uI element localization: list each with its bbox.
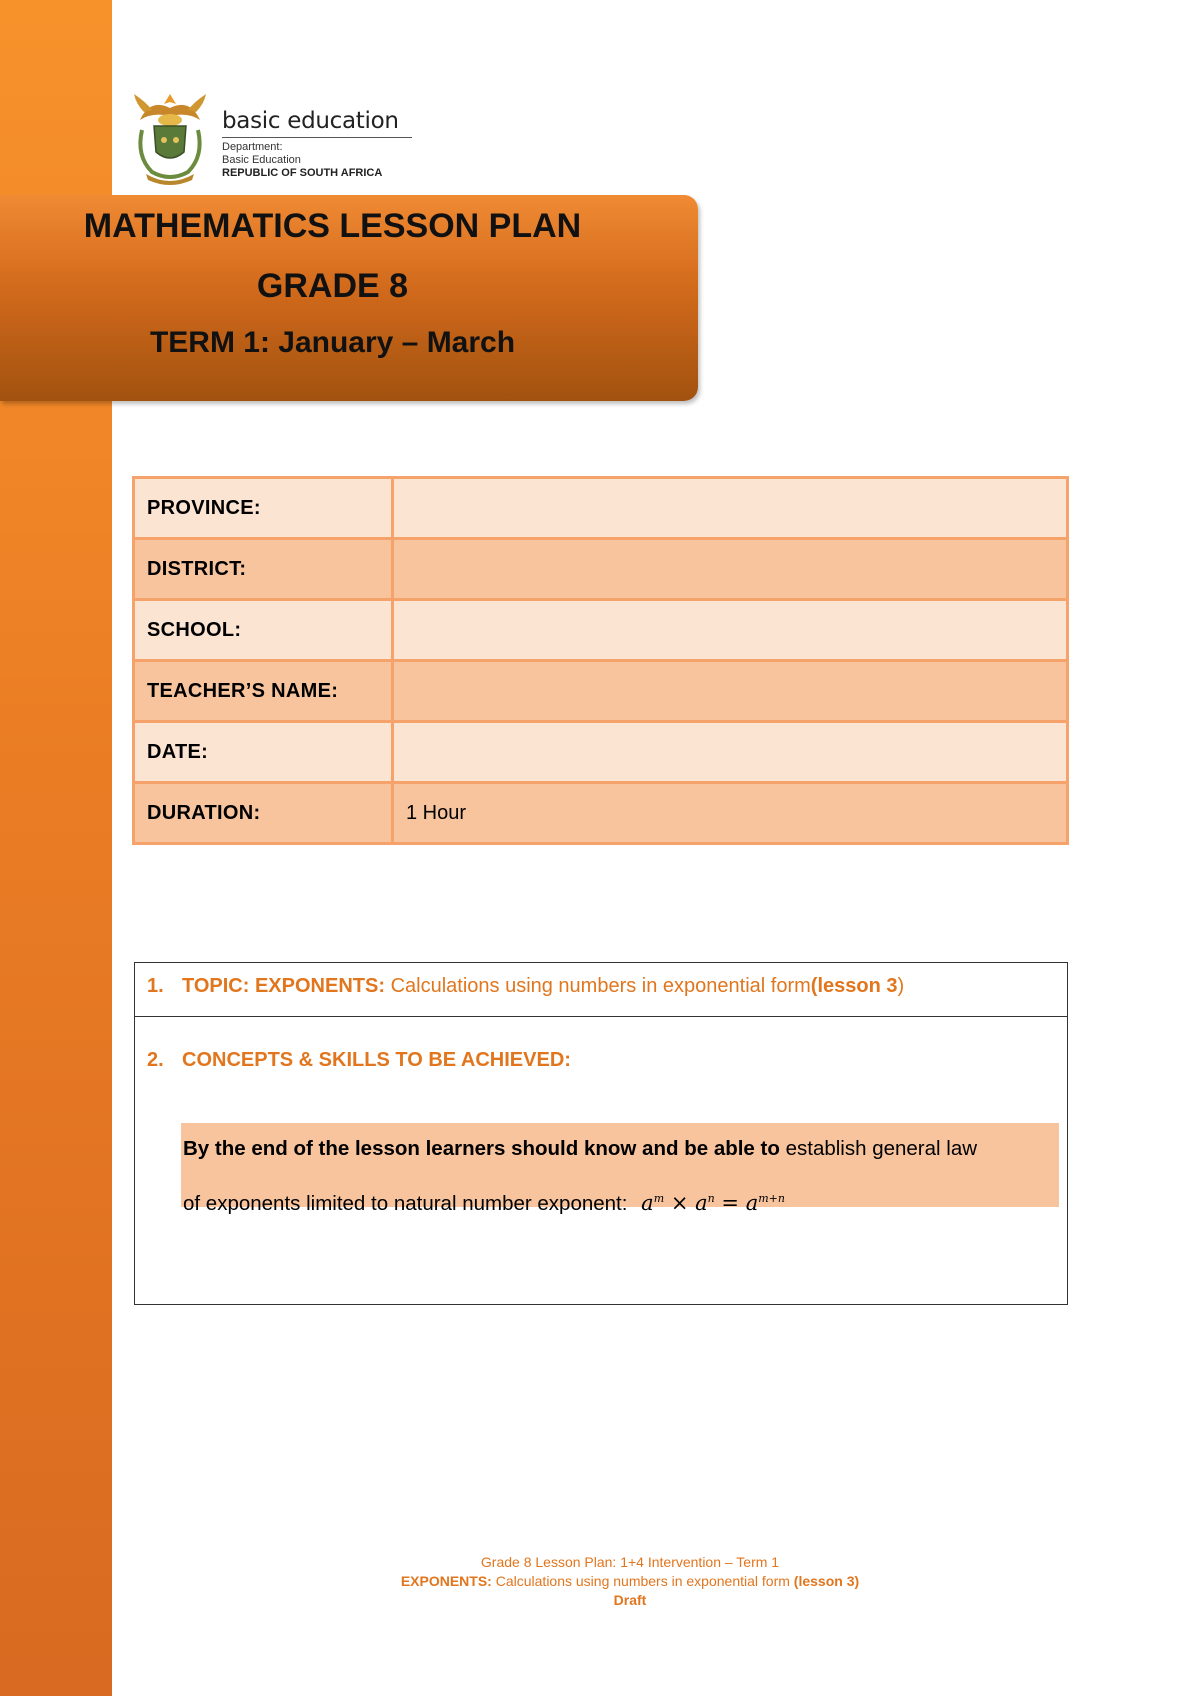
lesson-info-table: [132, 476, 1069, 845]
department-logo: [130, 90, 420, 190]
school-label: SCHOOL:: [134, 600, 393, 661]
footer-topic-text: Calculations using numbers in exponential form: [495, 1573, 790, 1589]
objective-text-1: establish general law: [785, 1137, 978, 1160]
draft-label: Draft: [613, 1592, 647, 1608]
topic-lesson: lesson 3: [817, 975, 898, 997]
learning-objective: [181, 1123, 1059, 1215]
page-footer: [260, 1553, 1000, 1610]
table-row: [134, 722, 1068, 783]
district-field[interactable]: [393, 539, 1068, 600]
province-label: PROVINCE:: [134, 478, 393, 539]
logo-divider: [222, 137, 412, 138]
duration-label: DURATION:: [134, 783, 393, 844]
logo-title: basic education: [222, 108, 399, 134]
term-heading: TERM 1: January – March: [149, 326, 516, 359]
topic-row: [135, 963, 1067, 1017]
footer-lesson: (lesson 3): [793, 1573, 860, 1589]
table-row: [134, 661, 1068, 722]
duration-value[interactable]: 1 Hour: [393, 783, 1068, 844]
topic-line: [182, 975, 904, 998]
concepts-number: 2.: [147, 1049, 164, 1071]
grade-heading: GRADE 8: [256, 267, 409, 305]
footer-line-2: [260, 1572, 1000, 1591]
district-label: DISTRICT:: [134, 539, 393, 600]
logo-country: REPUBLIC OF SOUTH AFRICA: [222, 167, 383, 179]
topic-number: 1.: [147, 975, 164, 997]
teacher-name-label: TEACHER’S NAME:: [134, 661, 393, 722]
concepts-heading: CONCEPTS & SKILLS TO BE ACHIEVED:: [182, 1049, 571, 1071]
footer-line-1: Grade 8 Lesson Plan: 1+4 Intervention – Term 1: [480, 1554, 780, 1570]
topic-label: TOPIC: EXPONENTS:: [182, 975, 385, 997]
table-row: [134, 783, 1068, 844]
table-row: [134, 600, 1068, 661]
topic-section: [134, 962, 1068, 1305]
objective-line-2: [183, 1173, 1057, 1230]
footer-topic-label: EXPONENTS:: [400, 1573, 492, 1589]
date-field[interactable]: [393, 722, 1068, 783]
objective-text-2: of exponents limited to natural number exponent:: [183, 1192, 628, 1215]
date-label: DATE:: [134, 722, 393, 783]
objective-lead: By the end of the lesson learners should know and be able to: [183, 1137, 780, 1160]
teacher-name-field[interactable]: [393, 661, 1068, 722]
coat-of-arms-icon: [130, 90, 210, 190]
logo-department-name: Basic Education: [222, 154, 301, 166]
topic-description: Calculations using numbers in exponential form: [390, 975, 811, 997]
table-row: [134, 539, 1068, 600]
exponent-law-formula: $a^m \times a^n = a^{m+n}$: [641, 1191, 785, 1215]
topic-lesson-open: (: [810, 975, 818, 997]
logo-department-label: Department:: [222, 141, 283, 153]
page-title: MATHEMATICS LESSON PLAN: [83, 207, 582, 245]
school-field[interactable]: [393, 600, 1068, 661]
title-banner: [0, 195, 698, 401]
topic-lesson-close: ): [897, 975, 905, 997]
province-field[interactable]: [393, 478, 1068, 539]
table-row: [134, 478, 1068, 539]
